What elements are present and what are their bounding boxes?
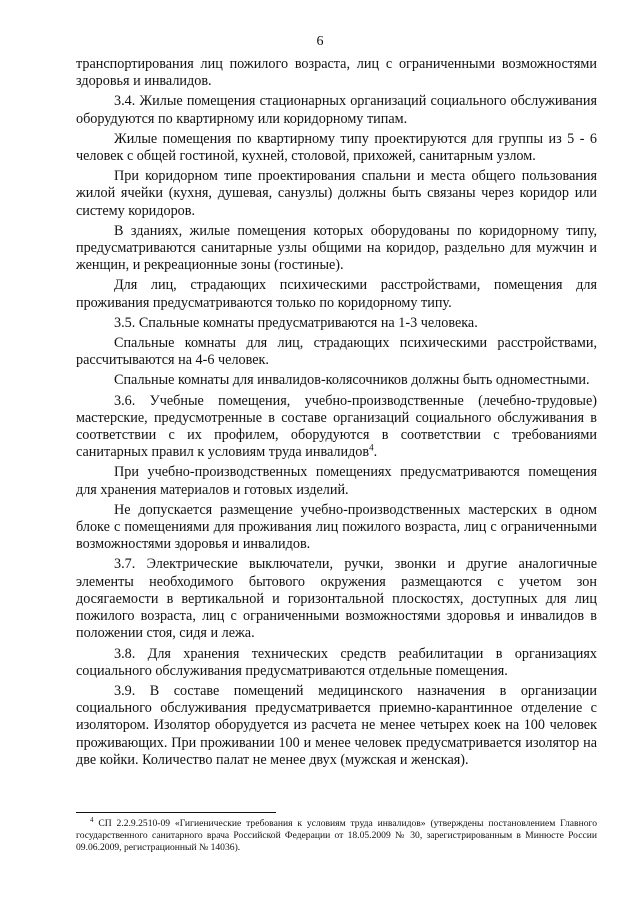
paragraph: Спальные комнаты для инвалидов-колясочников должны быть одноместными. [114, 372, 590, 389]
footnote-reference[interactable]: 4 [369, 442, 374, 453]
body-text [76, 56, 597, 772]
paragraph-3-9: 3.9. В составе помещений медицинского назначения в организации социального обслуживания предусматривается приемно-карантинное отделение с изолятором. Изолятор оборудуется из расчета не менее четырех коек на 100 человек проживающих. При проживании 100 и менее человек предусматривается изолятор на две койки. Количество палат не менее двух (мужская и женская). [76, 682, 597, 768]
paragraph: Жилые помещения по квартирному типу проектируются для группы из 5 - 6 человек с общей гостиной, кухней, столовой, прихожей, санитарным узлом. [76, 130, 597, 165]
paragraph-3-5: 3.5. Спальные комнаты предусматриваются на 1-3 человека. [114, 314, 478, 331]
paragraph-3-6 [76, 393, 597, 462]
paragraph-text: 3.6. Учебные помещения, учебно-производственные (лечебно-трудовые) мастерские, предусмотренные в составе организаций социального обслуживания в соответствии с их профилем, оборудуются в соответствии с требованиями санитарных правил к условиям труда инвалидов [76, 392, 597, 461]
paragraph-end: . [373, 444, 378, 461]
paragraph: Не допускается размещение учебно-производственных мастерских в одном блоке с помещениями для проживания лиц пожилого возраста, лиц с ограниченными возможностями здоровья и инвалидов. [76, 501, 597, 553]
paragraph-3-7: 3.7. Электрические выключатели, ручки, звонки и другие аналогичные элементы необходимого бытового окружения размещаются с учетом зон досягаемости в вертикальной и горизонтальной плоскостях, доступных для лиц пожилого возраста, лиц с ограниченными возможностями здоровья и инвалидов в положении стоя, сидя и лежа. [76, 556, 597, 642]
footnote-text: СП 2.2.9.2510-09 «Гигиенические требования к условиям труда инвалидов» (утверждены постановлением Главного государственного санитарного врача Российской Федерации от 18.05.2009 № 30, зарегистрированным в Минюсте России 09.06.2009, регистрационный № 14036). [76, 818, 597, 853]
paragraph-3-4: 3.4. Жилые помещения стационарных организаций социального обслуживания оборудуются по квартирному или коридорному типам. [76, 93, 597, 127]
footnote-divider [76, 812, 276, 813]
paragraph-continuation: транспортирования лиц пожилого возраста, лиц с ограниченными возможностями здоровья и инвалидов. [76, 56, 597, 90]
paragraph: При учебно-производственных помещениях предусматриваются помещения для хранения материалов и готовых изделий. [76, 464, 597, 498]
footnote-marker: 4 [90, 815, 94, 824]
paragraph: Для лиц, страдающих психическими расстройствами, помещения для проживания предусматриваются только по коридорному типу. [76, 277, 597, 311]
page-number: 6 [316, 34, 324, 49]
paragraph: Спальные комнаты для лиц, страдающих психическими расстройствами, рассчитываются на 4-6 человек. [76, 335, 597, 369]
paragraph: В зданиях, жилые помещения которых оборудованы по коридорному типу, предусматриваются санитарные узлы общими на коридор, раздельно для мужчин и женщин, и рекреационные зоны (гостиные). [76, 222, 597, 274]
paragraph: При коридорном типе проектирования спальни и места общего пользования жилой ячейки (кухня, душевая, санузлы) должны быть связаны через коридор или систему коридоров. [76, 168, 597, 219]
paragraph-3-8: 3.8. Для хранения технических средств реабилитации в организациях социального обслуживания предусматриваются отдельные помещения. [76, 645, 597, 679]
footnote [76, 815, 597, 854]
